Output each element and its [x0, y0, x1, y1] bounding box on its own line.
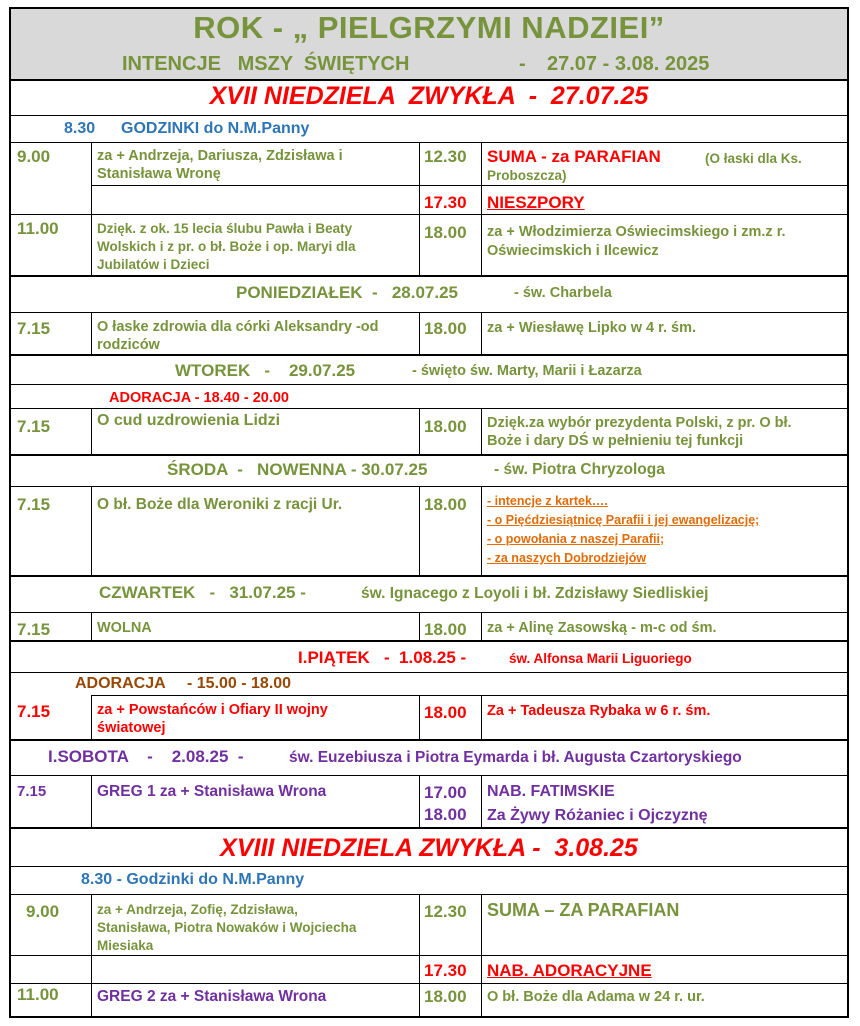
adoration-hours: - 15.00 - 18.00: [187, 675, 292, 692]
page-subtitle: INTENCJE MSZY ŚWIĘTYCH: [122, 53, 410, 75]
suma-label: SUMA - za PARAFIAN: [487, 147, 661, 166]
divider: [11, 672, 847, 673]
divider: [419, 312, 420, 354]
intention-line: GREG 2 za + Stanisława Wrona: [97, 988, 327, 1005]
mass-time: 18.00: [424, 987, 467, 1006]
intention-line: Boże i dary DŚ w pełnieniu tej funkcji: [487, 433, 744, 449]
divider: [419, 612, 420, 640]
divider: [419, 695, 420, 739]
divider: [11, 115, 847, 116]
divider: [91, 695, 847, 696]
divider: [11, 894, 847, 895]
mass-time: 17.00: [424, 783, 467, 802]
mass-time: 9.00: [17, 147, 51, 166]
divider: [481, 142, 482, 275]
intention-line: O bł. Boże dla Adama w 24 r. ur.: [487, 989, 705, 1005]
mass-time: 18.00: [424, 620, 467, 639]
divider: [11, 312, 847, 313]
subtitle-dates: 27.07 - 3.08. 2025: [547, 53, 710, 75]
nab-adoracyjne-label: NAB. ADORACYJNE: [487, 961, 652, 980]
nieszpory-label: NIESZPORY: [487, 193, 585, 212]
mass-time: 18.00: [424, 805, 467, 824]
saint-of-day: - święto św. Marty, Marii i Łazarza: [412, 363, 642, 379]
divider: [481, 775, 482, 827]
day-title-saturday: I.SOBOTA - 2.08.25 -: [48, 747, 244, 766]
godzinki-label: 8.30 - Godzinki do N.M.Panny: [81, 871, 305, 888]
divider: [11, 827, 847, 829]
divider: [11, 640, 847, 642]
novena-intention: - o powołania z naszej Parafii;: [487, 532, 665, 546]
mass-time: 7.15: [17, 417, 51, 436]
divider: [91, 894, 92, 1016]
divider: [481, 894, 482, 1016]
intention-line: za + Powstańców i Ofiary II wojny: [97, 702, 328, 718]
divider: [11, 486, 847, 487]
mass-time: 11.00: [17, 985, 59, 1004]
divider: [419, 408, 420, 454]
divider: [91, 312, 92, 354]
intention-line: Za + Tadeusza Rybaka w 6 r. śm.: [487, 703, 711, 719]
divider: [11, 739, 847, 741]
divider: [91, 408, 92, 454]
suma-note: Proboszcza): [487, 168, 567, 183]
divider: [419, 486, 420, 575]
divider: [481, 312, 482, 354]
godzinki-time: 8.30: [64, 120, 96, 137]
intention-line: O bł. Boże dla Weroniki z racji Ur.: [97, 496, 343, 513]
divider: [11, 384, 847, 385]
intention-line: NAB. FATIMSKIE: [487, 783, 615, 800]
intention-line: światowej: [97, 720, 166, 736]
divider: [11, 214, 847, 215]
sunday-title: XVII NIEDZIELA ZWYKŁA - 27.07.25: [209, 82, 649, 110]
intention-line: Stanisława Wronę: [97, 166, 221, 182]
subtitle-dash: -: [519, 53, 526, 75]
mass-time: 7.15: [17, 495, 51, 514]
godzinki-label: GODZINKI do N.M.Panny: [121, 120, 310, 137]
intention-line: Za Żywy Różaniec i Ojczyznę: [487, 807, 708, 824]
mass-time: 12.30: [424, 147, 467, 166]
divider: [419, 142, 420, 275]
mass-time: 9.00: [26, 902, 60, 921]
mass-time: 18.00: [424, 495, 467, 514]
adoration-notice: ADORACJA - 18.40 - 20.00: [109, 390, 289, 406]
intention-line: za + Alinę Zasowską - m-c od śm.: [487, 620, 717, 636]
day-title-tuesday: WTOREK - 29.07.25: [175, 361, 356, 380]
novena-intention: - o Pięćdziesiątnicę Parafii i jej ewangelizację;: [487, 513, 760, 527]
intention-line: Miesiaka: [97, 938, 154, 953]
intention-line: Oświecimskich i Ilcewicz: [487, 243, 659, 259]
intention-line: O cud uzdrowienia Lidzi: [97, 412, 281, 429]
novena-intention: - za naszych Dobrodziejów: [487, 551, 647, 565]
intention-line: Dzięk.za wybór prezydenta Polski, z pr. O bł.: [487, 415, 792, 431]
intention-line: WOLNA: [97, 620, 152, 636]
mass-time: 12.30: [424, 902, 467, 921]
divider: [481, 486, 482, 575]
adoration-notice: ADORACJA: [75, 675, 166, 692]
divider: [91, 775, 92, 827]
divider: [11, 354, 847, 356]
divider: [91, 142, 92, 275]
divider: [11, 775, 847, 776]
mass-time: 18.00: [424, 703, 467, 722]
saint-of-day: św. Ignacego z Loyoli i bł. Zdzisławy Siedliskiej: [361, 585, 709, 602]
mass-time: 7.15: [17, 620, 51, 639]
divider: [481, 408, 482, 454]
suma-label: SUMA – ZA PARAFIAN: [487, 900, 680, 920]
mass-time: 11.00: [17, 219, 59, 238]
intention-line: rodziców: [97, 337, 160, 353]
day-title-friday: I.PIĄTEK - 1.08.25 -: [298, 648, 467, 667]
divider: [481, 612, 482, 640]
divider: [91, 486, 92, 575]
day-title-thursday: CZWARTEK - 31.07.25 -: [99, 583, 306, 602]
mass-time: 18.00: [424, 319, 467, 338]
intention-line: za + Wiesławę Lipko w 4 r. śm.: [487, 320, 696, 336]
divider: [11, 142, 847, 143]
mass-time: 7.15: [17, 702, 51, 721]
divider: [481, 695, 482, 739]
day-title-wednesday: ŚRODA - NOWENNA - 30.07.25: [167, 460, 428, 479]
divider: [11, 955, 847, 956]
divider: [11, 408, 847, 409]
saint-of-day: św. Euzebiusza i Piotra Eymarda i bł. Augusta Czartoryskiego: [289, 749, 742, 766]
mass-time: 17.30: [424, 961, 467, 980]
divider: [11, 612, 847, 613]
divider: [11, 575, 847, 577]
mass-time: 17.30: [424, 193, 467, 212]
mass-time: 18.00: [424, 223, 467, 242]
intention-line: za + Andrzeja, Dariusza, Zdzisława i: [97, 148, 343, 164]
divider: [11, 866, 847, 867]
divider: [11, 983, 847, 984]
saint-of-day: - św. Piotra Chryzologa: [494, 461, 665, 478]
mass-time: 7.15: [17, 783, 47, 800]
intention-line: Stanisława, Piotra Nowaków i Wojciecha: [97, 920, 357, 935]
divider: [11, 454, 847, 456]
intention-line: za + Włodzimierza Oświecimskiego i zm.z r.: [487, 224, 786, 240]
saint-of-day: św. Alfonsa Marii Liguoriego: [509, 651, 692, 666]
divider: [91, 185, 847, 186]
day-title-monday: PONIEDZIAŁEK - 28.07.25: [236, 283, 459, 302]
divider: [11, 79, 847, 81]
divider: [419, 894, 420, 1016]
mass-time: 18.00: [424, 417, 467, 436]
intention-line: Wolskich i z pr. o bł. Boże i op. Maryi dla: [97, 239, 356, 254]
saint-of-day: - św. Charbela: [514, 285, 612, 301]
header-banner: [11, 9, 847, 79]
intention-line: GREG 1 za + Stanisława Wrona: [97, 783, 327, 800]
intention-line: Jubilatów i Dzieci: [97, 257, 210, 272]
schedule-page: [9, 7, 849, 1018]
intention-line: za + Andrzeja, Zofię, Zdzisława,: [97, 902, 298, 917]
divider: [11, 275, 847, 277]
intention-line: Dzięk. z ok. 15 lecia ślubu Pawła i Beaty: [97, 221, 353, 236]
intention-line: O łaske zdrowia dla córki Aleksandry -od: [97, 319, 379, 335]
mass-time: 7.15: [17, 319, 51, 338]
divider: [91, 695, 92, 739]
page-title: ROK - „ PIELGRZYMI NADZIEI”: [193, 10, 665, 45]
divider: [419, 775, 420, 827]
suma-note: (O łaski dla Ks.: [705, 151, 802, 166]
divider: [91, 612, 92, 640]
novena-intention: - intencje z kartek….: [487, 494, 608, 508]
sunday-title: XVIII NIEDZIELA ZWYKŁA - 3.08.25: [220, 834, 638, 862]
